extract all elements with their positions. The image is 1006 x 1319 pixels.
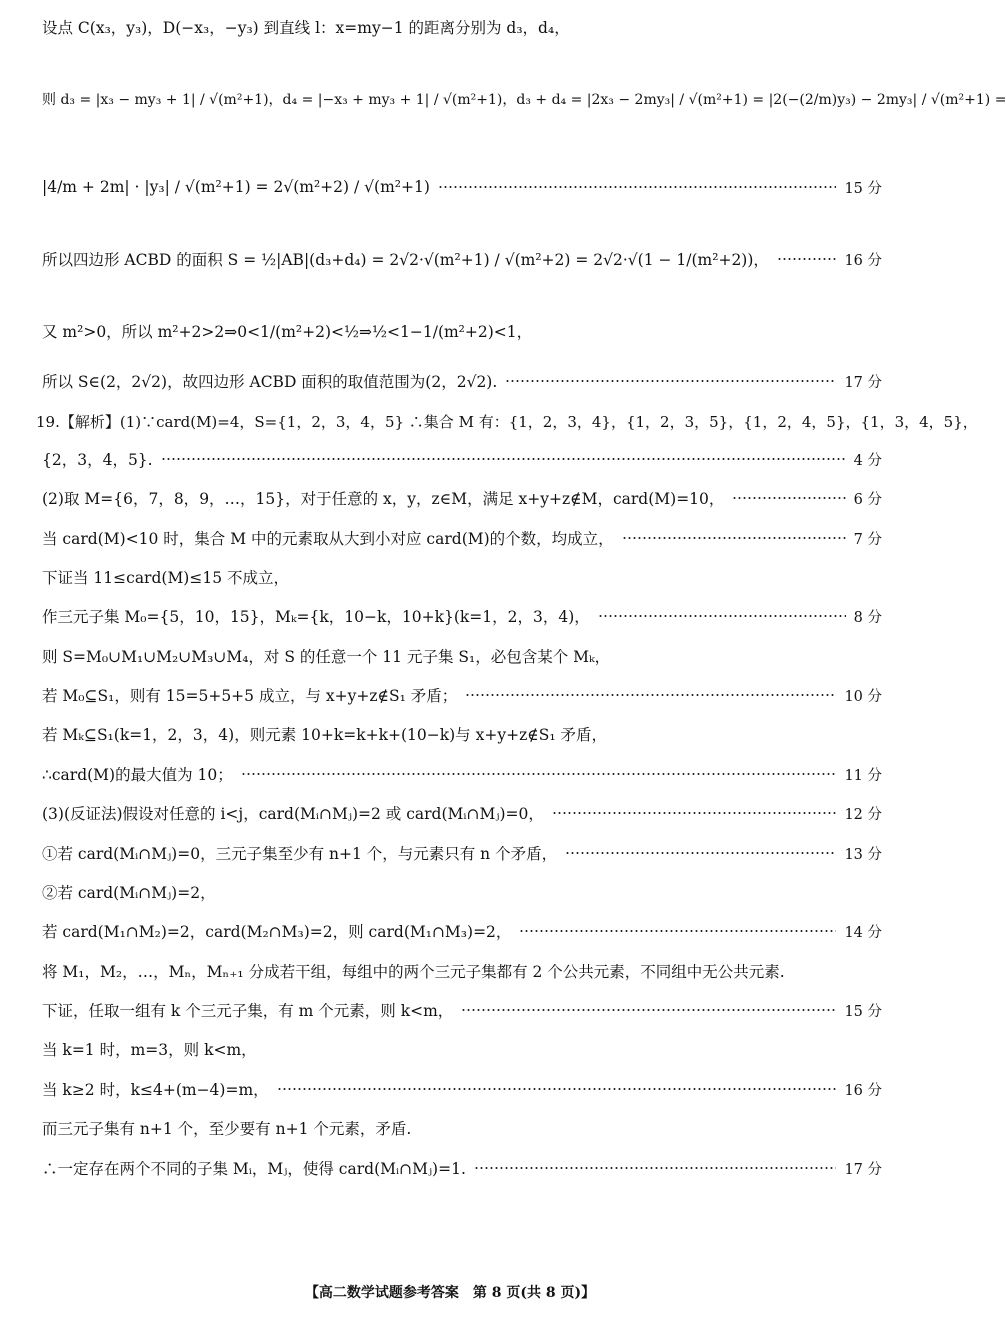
score-points: 15 分 — [844, 180, 882, 197]
text-line — [42, 840, 882, 866]
leader-dots — [598, 615, 846, 617]
text-line — [42, 86, 1006, 112]
text-line — [42, 485, 882, 511]
text-line — [42, 564, 882, 590]
text-line — [42, 246, 882, 272]
text-line — [42, 958, 882, 984]
line-text: {2，3，4，5}. — [42, 451, 153, 469]
leader-dots — [565, 852, 836, 854]
score-points: 17 分 — [844, 1161, 882, 1178]
page-footer: 【高二数学试题参考答案 第 8 页(共 8 页)】 — [304, 1285, 596, 1301]
text-line — [42, 1155, 882, 1181]
text-line — [42, 603, 882, 629]
line-text: 当 k=1 时，m=3，则 k<m， — [42, 1041, 257, 1059]
text-line — [42, 918, 882, 944]
line-text: 下证，任取一组有 k 个三元子集，有 m 个元素，则 k<m， — [42, 1002, 454, 1020]
score-points: 7 分 — [853, 531, 882, 548]
leader-dots — [622, 537, 846, 539]
line-text: 将 M₁，M₂，…，Mₙ，Mₙ₊₁ 分成若干组，每组中的两个三元子集都有 2 个公共元素，不同组中无公共元素. — [42, 963, 785, 981]
leader-dots — [732, 497, 845, 499]
line-text: 又 m²>0，所以 m²+2>2⇒0<1/(m²+2)<½⇒½<1−1/(m²+2)<1， — [42, 323, 533, 341]
score-points: 4 分 — [853, 452, 882, 469]
line-text: 所以 S∈(2，2√2)，故四边形 ACBD 面积的取值范围为(2，2√2). — [42, 373, 498, 391]
line-text: 若 Mₖ⊆S₁(k=1，2，3，4)，则元素 10+k=k+k+(10−k)与 x+y+z∉S₁ 矛盾， — [42, 726, 607, 744]
text-line — [42, 1115, 882, 1141]
text-line — [42, 761, 882, 787]
line-text: (2)取 M={6，7，8，9，…，15}，对于任意的 x，y，z∈M，满足 x+y+z∉M，card(M)=10， — [42, 490, 725, 508]
text-line — [42, 368, 882, 394]
leader-dots — [474, 1167, 837, 1169]
line-text: 作三元子集 M₀={5，10，15}，Mₖ={k，10−k，10+k}(k=1，2，3，4)， — [42, 608, 590, 626]
line-text: (3)(反证法)假设对任意的 i<j，card(Mᵢ∩Mⱼ)=2 或 card(Mᵢ∩Mⱼ)=0， — [42, 805, 544, 823]
leader-dots — [777, 258, 837, 260]
line-text: 而三元子集有 n+1 个，至少要有 n+1 个元素，矛盾. — [42, 1120, 412, 1138]
score-points: 11 分 — [844, 767, 882, 784]
line-text: 下证当 11≤card(M)≤15 不成立， — [42, 569, 289, 587]
leader-dots — [461, 1009, 836, 1011]
text-line — [42, 879, 882, 905]
line-text: ∴一定存在两个不同的子集 Mᵢ，Mⱼ，使得 card(Mᵢ∩Mⱼ)=1. — [42, 1160, 466, 1178]
line-text: 则 S=M₀∪M₁∪M₂∪M₃∪M₄，对 S 的任意一个 11 元子集 S₁，必包含某个 Mₖ， — [42, 648, 611, 666]
text-line — [42, 682, 882, 708]
text-line — [36, 408, 978, 434]
leader-dots — [552, 812, 837, 814]
score-points: 12 分 — [844, 806, 882, 823]
leader-dots — [241, 773, 837, 775]
line-text: 设点 C(x₃，y₃)，D(−x₃，−y₃) 到直线 l：x=my−1 的距离分别为 d₃，d₄， — [42, 19, 570, 37]
line-text: 则 d₃ = |x₃ − my₃ + 1| / √(m²+1)，d₄ = |−x₃ + my₃ + 1| / √(m²+1)，d₃ + d₄ = |2x₃ − 2my₃| / √(m²+1) = |2(−(2/m)y₃) − 2my₃| / √(m²+1) = — [42, 92, 1006, 108]
score-points: 15 分 — [844, 1003, 882, 1020]
line-text: ①若 card(Mᵢ∩Mⱼ)=0，三元子集至少有 n+1 个，与元素只有 n 个矛盾， — [42, 845, 558, 863]
text-line — [42, 1036, 882, 1062]
text-line — [42, 446, 882, 472]
score-points: 6 分 — [853, 491, 882, 508]
leader-dots — [519, 930, 836, 932]
score-points: 8 分 — [853, 609, 882, 626]
score-points: 13 分 — [844, 846, 882, 863]
line-text: ②若 card(Mᵢ∩Mⱼ)=2， — [42, 884, 216, 902]
line-text: |4/m + 2m| · |y₃| / √(m²+1) = 2√(m²+2) / √(m²+1) — [42, 178, 430, 196]
score-points: 16 分 — [844, 1082, 882, 1099]
score-points: 16 分 — [844, 252, 882, 269]
text-line — [42, 643, 882, 669]
text-line — [42, 800, 882, 826]
leader-dots — [161, 458, 846, 460]
text-line — [42, 174, 882, 200]
text-line — [42, 997, 882, 1023]
leader-dots — [277, 1088, 837, 1090]
text-line — [42, 1076, 882, 1102]
score-points: 17 分 — [844, 374, 882, 391]
line-text: ∴card(M)的最大值为 10； — [42, 766, 233, 784]
leader-dots — [465, 694, 836, 696]
leader-dots — [505, 380, 836, 382]
leader-dots — [438, 186, 837, 188]
score-points: 10 分 — [844, 688, 882, 705]
text-line — [42, 525, 882, 551]
line-text: 所以四边形 ACBD 的面积 S = ½|AB|(d₃+d₄) = 2√2·√(m²+1) / √(m²+2) = 2√2·√(1 − 1/(m²+2))， — [42, 251, 769, 269]
line-text: 19.【解析】(1)∵card(M)=4，S={1，2，3，4，5} ∴集合 M 有：{1，2，3，4}，{1，2，3，5}，{1，2，4，5}，{1，3，4，5}， — [36, 412, 978, 431]
text-line — [42, 318, 882, 344]
text-line — [42, 14, 882, 40]
score-points: 14 分 — [844, 924, 882, 941]
text-line — [42, 721, 882, 747]
line-text: 当 k≥2 时，k≤4+(m−4)=m， — [42, 1081, 269, 1099]
line-text: 若 card(M₁∩M₂)=2，card(M₂∩M₃)=2，则 card(M₁∩M₃)=2， — [42, 923, 512, 941]
line-text: 当 card(M)<10 时，集合 M 中的元素取从大到小对应 card(M)的个数，均成立， — [42, 530, 614, 548]
line-text: 若 M₀⊆S₁，则有 15=5+5+5 成立，与 x+y+z∉S₁ 矛盾； — [42, 687, 458, 705]
